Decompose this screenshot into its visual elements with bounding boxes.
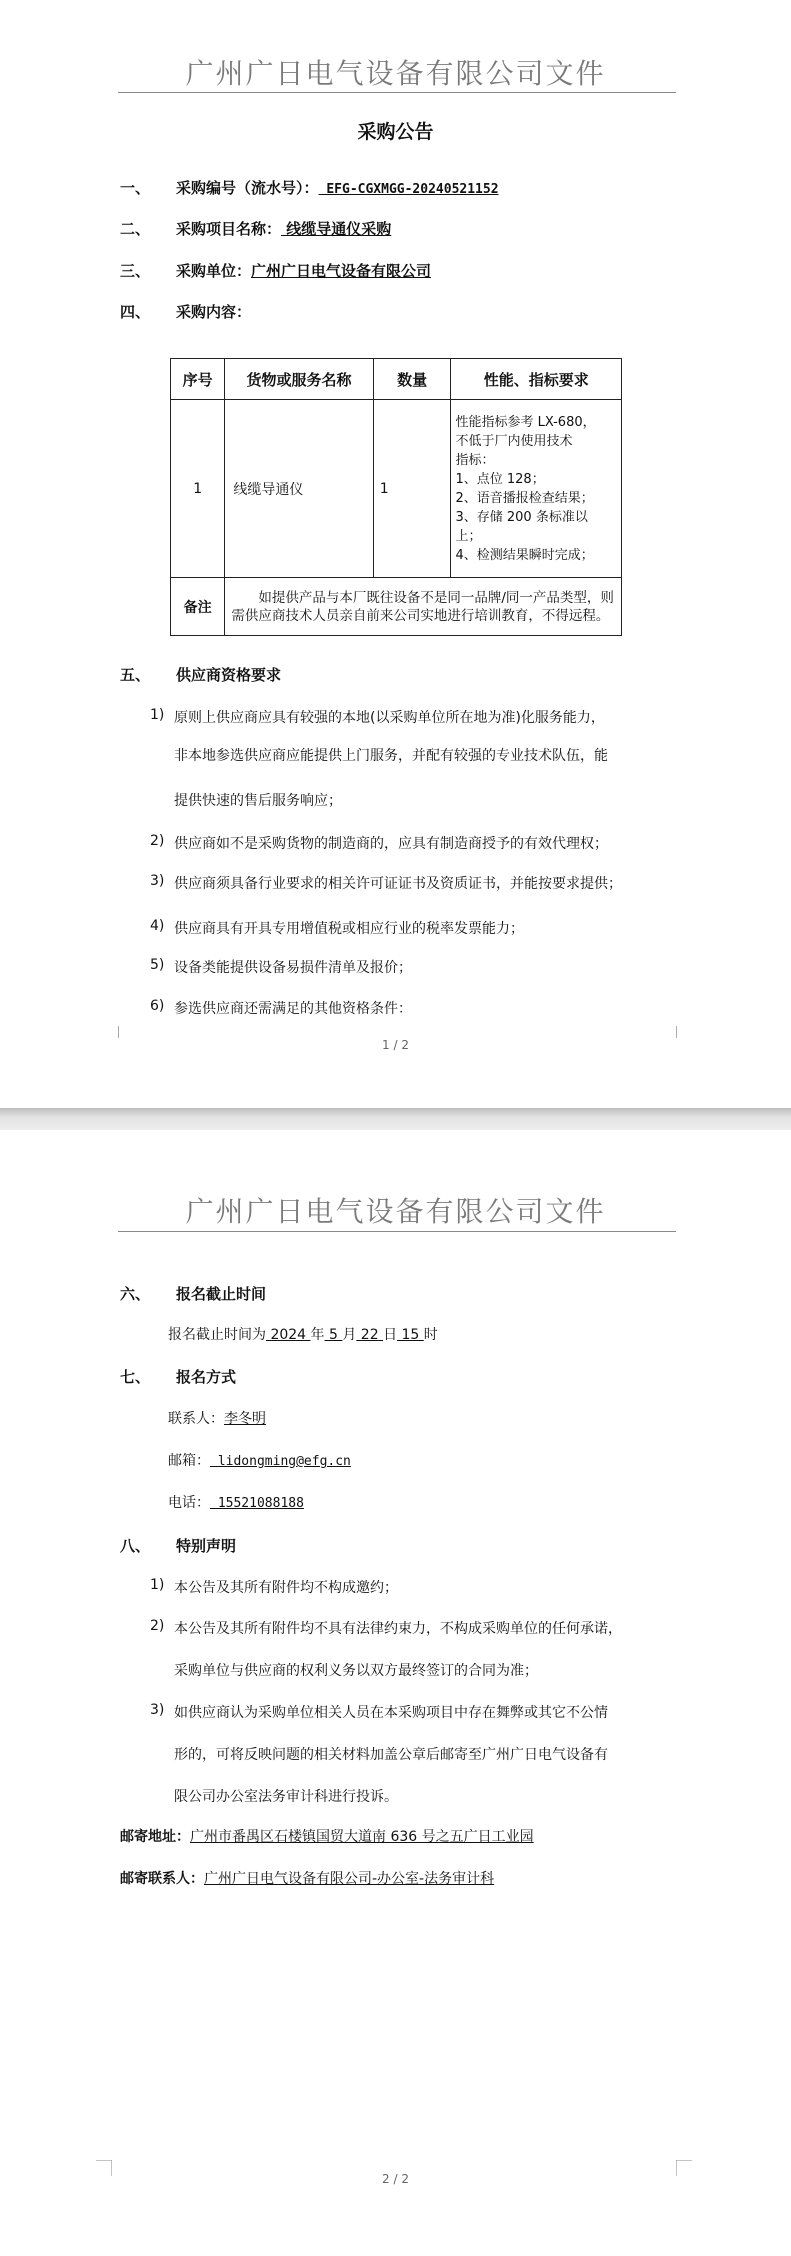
s8-item-num: 2) [150, 1618, 165, 1634]
deadline-year-unit: 年 [310, 1327, 325, 1343]
project-name: 线缆导通仪采购 [281, 220, 392, 238]
section-5-label: 供应商资格要求 [176, 666, 282, 684]
row-index: 1 [171, 400, 225, 578]
section-4-label: 采购内容： [176, 303, 252, 321]
spec-line: 上； [455, 528, 482, 544]
row-spec [451, 400, 622, 578]
deadline-month-unit: 月 [342, 1327, 357, 1343]
table-header: 性能、指标要求 [451, 359, 622, 400]
letterhead-rule [118, 1231, 676, 1232]
letterhead-rule [118, 92, 676, 93]
table-header: 数量 [373, 359, 451, 400]
section-8-label: 特别声明 [176, 1537, 237, 1555]
s8-item-line: 本公告及其所有附件均不构成邀约； [174, 1580, 398, 1596]
letterhead-title: 广州广日电气设备有限公司文件 [185, 57, 606, 90]
margin-mark [676, 1026, 677, 1038]
section-6-label: 报名截止时间 [176, 1285, 267, 1303]
contact-label: 联系人： [168, 1411, 224, 1427]
margin-mark [118, 1026, 119, 1038]
section-4-number: 四、 [120, 303, 151, 321]
deadline-hour: 15 [397, 1327, 424, 1343]
email-line [168, 1450, 351, 1470]
s5-item-line: 原则上供应商应具有较强的本地(以采购单位所在地为准)化服务能力， [174, 710, 605, 726]
spec-line: 不低于厂内使用技术 [455, 433, 573, 449]
deadline-month: 5 [324, 1327, 343, 1343]
page-number: 2 / 2 [382, 2172, 409, 2186]
s5-item-line: 供应商具有开具专用增值税或相应行业的税率发票能力； [174, 921, 524, 937]
phone-label: 电话： [168, 1495, 210, 1511]
s5-item-line: 设备类能提供设备易损件清单及报价； [174, 960, 412, 976]
s8-item-num: 3) [150, 1702, 165, 1718]
spec-line: 2、语音播报检查结果； [455, 490, 594, 506]
table-note-row [171, 578, 622, 636]
section-6-number: 六、 [120, 1285, 151, 1303]
table-header: 货物或服务名称 [225, 359, 373, 400]
section-1-line [176, 177, 499, 198]
deadline-prefix: 报名截止时间为 [168, 1327, 266, 1343]
section-3-number: 三、 [120, 262, 151, 280]
s5-item-num: 5) [150, 957, 165, 973]
letterhead-title: 广州广日电气设备有限公司文件 [185, 1195, 606, 1228]
row-quantity: 1 [373, 400, 451, 578]
mail-address-label: 邮寄地址： [120, 1829, 190, 1845]
section-2-line [176, 218, 391, 239]
row-item-name: 线缆导通仪 [225, 400, 373, 578]
s5-item-line: 供应商如不是采购货物的制造商的，应具有制造商授予的有效代理权； [174, 836, 608, 852]
mail-contact-value: 广州广日电气设备有限公司-办公室-法务审计科 [204, 1871, 495, 1887]
section-2-number: 二、 [120, 220, 151, 238]
phone-line [168, 1492, 304, 1512]
document-page-2 [0, 1130, 791, 2256]
spec-line: 1、点位 128； [455, 471, 545, 487]
s8-item-line: 限公司办公室法务审计科进行投诉。 [174, 1789, 398, 1805]
deadline-day: 22 [356, 1327, 384, 1343]
table-header-row [171, 359, 622, 400]
deadline-year: 2024 [266, 1327, 311, 1343]
contact-line [168, 1408, 266, 1428]
purchasing-unit: 广州广日电气设备有限公司 [251, 262, 432, 280]
s5-item-num: 6) [150, 998, 165, 1014]
table-header: 序号 [171, 359, 225, 400]
spec-line: 指标： [455, 452, 495, 468]
s5-item-num: 4) [150, 918, 165, 934]
purchase-number: EFG-CGXMGG-20240521152 [318, 182, 499, 197]
s5-item-line: 参选供应商还需满足的其他资格条件： [174, 1001, 412, 1017]
notice-title: 采购公告 [357, 121, 434, 143]
section-2-label: 采购项目名称： [176, 220, 282, 238]
phone-number: 15521088188 [210, 1496, 304, 1511]
s5-item-num: 2) [150, 833, 165, 849]
section-3-label: 采购单位： [176, 262, 252, 280]
s5-item-line: 供应商须具备行业要求的相关许可证证书及资质证书，并能按要求提供； [174, 876, 622, 892]
s8-item-num: 1) [150, 1577, 165, 1593]
s8-item-line: 本公告及其所有附件均不具有法律约束力，不构成采购单位的任何承诺， [174, 1621, 622, 1637]
s8-item-line: 如供应商认为采购单位相关人员在本采购项目中存在舞弊或其它不公情 [174, 1705, 608, 1721]
procurement-table [170, 358, 622, 636]
s8-item-line: 采购单位与供应商的权利义务以双方最终签订的合同为准； [174, 1663, 538, 1679]
section-7-number: 七、 [120, 1368, 151, 1386]
section-8-number: 八、 [120, 1537, 151, 1555]
section-1-number: 一、 [120, 179, 151, 197]
note-text: 如提供产品与本厂既往设备不是同一品牌/同一产品类型，则需供应商技术人员亲自前来公司实地进行培训教育，不得远程。 [225, 578, 622, 636]
spec-line: 性能指标参考 LX-680， [455, 414, 596, 430]
note-label: 备注 [171, 578, 225, 636]
table-row [171, 400, 622, 578]
document-page-1 [0, 0, 791, 1108]
page-number: 1 / 2 [382, 1038, 409, 1052]
s5-item-num: 1) [150, 707, 165, 723]
email-address[interactable]: lidongming@efg.cn [210, 1454, 351, 1469]
section-5-number: 五、 [120, 666, 151, 684]
s5-item-line: 非本地参选供应商应能提供上门服务，并配有较强的专业技术队伍，能 [174, 748, 608, 764]
section-3-line [176, 260, 431, 281]
mail-contact-line [120, 1868, 494, 1888]
page-separator [0, 1108, 791, 1130]
email-label: 邮箱： [168, 1453, 210, 1469]
s5-item-num: 3) [150, 873, 165, 889]
deadline-line [168, 1324, 438, 1344]
s8-item-line: 形的，可将反映问题的相关材料加盖公章后邮寄至广州广日电气设备有 [174, 1747, 608, 1763]
section-1-label: 采购编号（流水号）： [176, 179, 319, 197]
contact-name: 李冬明 [224, 1411, 266, 1427]
s5-item-line: 提供快速的售后服务响应； [174, 793, 342, 809]
mail-address-line [120, 1826, 534, 1846]
deadline-day-unit: 日 [383, 1327, 398, 1343]
deadline-hour-unit: 时 [423, 1327, 438, 1343]
section-7-label: 报名方式 [176, 1368, 237, 1386]
spec-line: 4、检测结果瞬时完成； [455, 547, 594, 563]
mail-contact-label: 邮寄联系人： [120, 1871, 204, 1887]
spec-line: 3、存储 200 条标准以 [455, 509, 588, 525]
mail-address-value: 广州市番禺区石楼镇国贸大道南 636 号之五广日工业园 [190, 1829, 534, 1845]
